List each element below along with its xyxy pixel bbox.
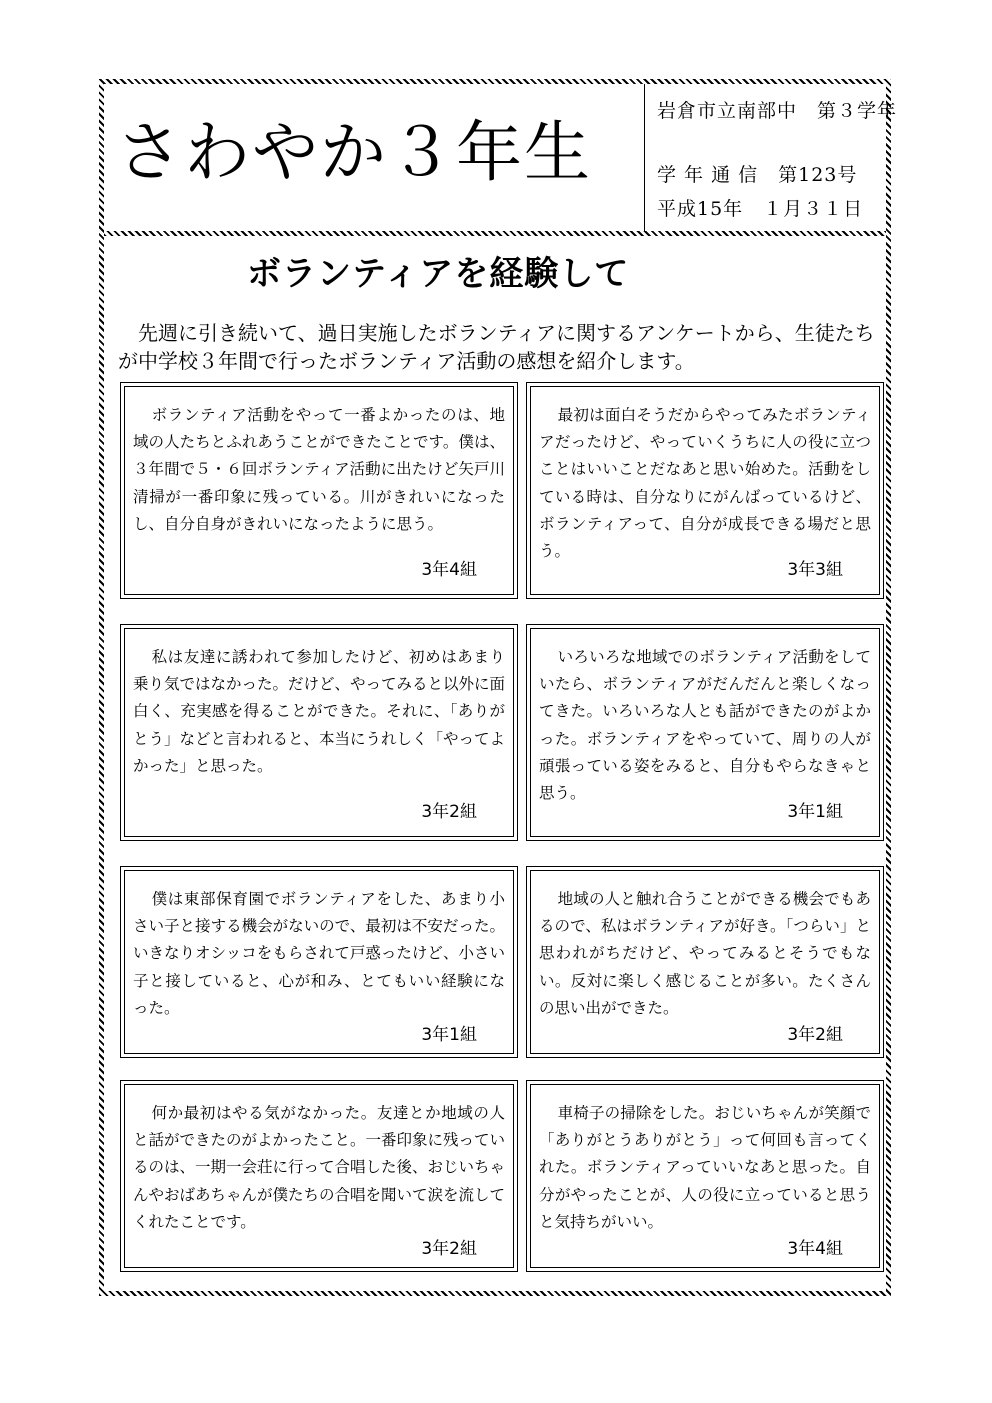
comment-text: 僕は東部保育園でボランティアをした、あまり小さい子と接する機会がないので、最初は不安だった。いきなりオシッコをもらされて戸惑ったけど、小さい子と接していると、心が和み、とてもいい経験になった。 (133, 890, 505, 1017)
comment-class: 3年2組 (421, 1239, 477, 1259)
comment-card (120, 624, 518, 841)
comment-class: 3年3組 (787, 560, 843, 580)
comment-card-inner (530, 386, 880, 595)
comment-class: 3年4組 (421, 560, 477, 580)
newsletter-title: さわやか３年生 (116, 114, 592, 191)
comment-card (526, 866, 884, 1058)
comment-card (120, 1080, 518, 1272)
newsletter-frame (99, 79, 898, 1296)
newsletter-number: 学 年 通 信 第123号 (657, 164, 858, 186)
comment-class: 3年1組 (787, 802, 843, 822)
comment-text: 地域の人と触れ合うことができる機会でもあるので、私はボランティアが好き。「つらい」と思われがちだけど、やってみるとそうでもない。反対に楽しく感じることが多い。たくさんの思い出ができた。 (539, 890, 871, 1017)
article-headline: ボランティアを経験して (247, 254, 630, 294)
comment-text: ボランティア活動をやって一番よかったのは、地域の人たちとふれあうことができたことです。僕は、３年間で５・６回ボランティア活動に出たけど矢戸川清掃が一番印象に残っている。川がきれいになったし、自分自身がきれいになったように思う。 (133, 406, 505, 533)
comment-class: 3年2組 (421, 802, 477, 822)
comment-card-inner (530, 870, 880, 1054)
comment-card (526, 624, 884, 841)
comment-card (526, 382, 884, 599)
comment-class: 3年1組 (421, 1025, 477, 1045)
comment-text: 車椅子の掃除をした。おじいちゃんが笑顔で「ありがとうありがとう」って何回も言ってくれた。ボランティアっていいなあと思った。自分がやったことが、人の役に立っていると思うと気持ちがいい。 (539, 1104, 871, 1231)
comment-card-inner (124, 1084, 514, 1268)
comment-card-inner (124, 628, 514, 837)
comment-class: 3年4組 (787, 1239, 843, 1259)
school-name: 岩倉市立南部中 第３学年 (657, 100, 898, 122)
header-divider (104, 231, 886, 236)
comment-card-inner (530, 628, 880, 837)
comment-text: いろいろな地域でのボランティア活動をしていたら、ボランティアがだんだんと楽しくなってきた。いろいろな人とも話ができたのがよかった。ボランティアをやっていて、周りの人が頑張っている姿をみると、自分もやらなきゃと思う。 (539, 648, 871, 803)
comment-text: 何か最初はやる気がなかった。友達とか地域の人と話ができたのがよかったこと。一番印象に残っているのは、一期一会荘に行って合唱した後、おじいちゃんやおばあちゃんが僕たちの合唱を聞いて涙を流してくれたことです。 (133, 1104, 506, 1231)
comment-class: 3年2組 (787, 1025, 843, 1045)
comment-card-inner (124, 386, 514, 595)
comment-text: 最初は面白そうだからやってみたボランティアだったけど、やっていくうちに人の役に立つことはいいことだなあと思い始めた。活動をしている時は、自分なりにがんばっているけど、ボランティアって、自分が成長できる場だと思う。 (539, 406, 871, 561)
comment-card (120, 866, 518, 1058)
issue-date: 平成15年 １月３１日 (657, 198, 864, 220)
comment-card (120, 382, 518, 599)
article-intro: 先週に引き続いて、過日実施したボランティアに関するアンケートから、生徒たちが中学校３年間で行ったボランティア活動の感想を紹介します。 (118, 321, 875, 373)
comment-card (526, 1080, 884, 1272)
comment-text: 私は友達に誘われて参加したけど、初めはあまり乗り気ではなかった。だけど、やってみると以外に面白く、充実感を得ることができた。それに、「ありがとう」などと言われると、本当にうれしく「やってよかった」と思った。 (133, 648, 506, 775)
comment-card-inner (124, 870, 514, 1054)
header-meta (644, 84, 898, 231)
comment-card-inner (530, 1084, 880, 1268)
